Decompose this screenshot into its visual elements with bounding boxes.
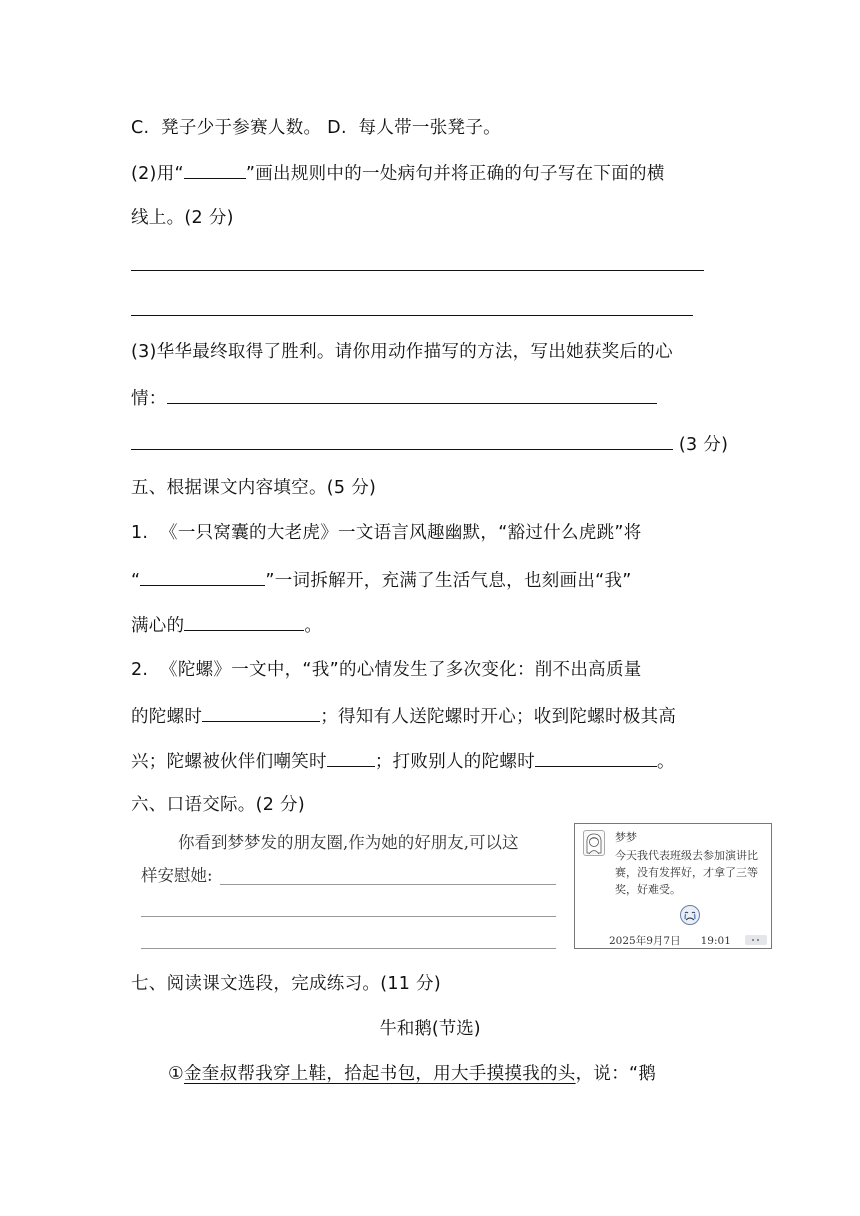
fill-q1-line2: “ ”一词拆解开，充满了生活气息，也刻画出“我”: [131, 567, 632, 593]
option-c-d: C. 凳子少于参赛人数。 D. 每人带一张凳子。: [131, 118, 501, 138]
underlined-sentence: 金奎叔帮我穿上鞋，拾起书包，用大手摸摸我的头: [184, 1064, 576, 1084]
fill-q2-line2: 的陀螺时 ；得知有人送陀螺时开心；收到陀螺时极其高: [131, 703, 676, 729]
poster-name: 梦梦: [615, 831, 637, 844]
fill-blank[interactable]: [535, 748, 657, 767]
question-3-line2: 情：: [131, 385, 657, 411]
fill-q1-line1: 1. 《一只窝囊的大老虎》一文语言风趣幽默，“豁过什么虎跳”将: [131, 523, 642, 543]
crying-face-icon: [679, 904, 701, 926]
mark-symbol-blank: [184, 160, 246, 179]
passage-title: 牛和鹅(节选): [379, 1019, 481, 1039]
question-2-line2: 线上。(2 分): [131, 208, 234, 228]
avatar: [583, 830, 605, 856]
question-3-line1: (3)华华最终取得了胜利。请你用动作描写的方法，写出她获奖后的心: [131, 342, 673, 362]
post-text: 今天我代表班级去参加演讲比赛，没有发挥好，才拿了三等奖，好难受。: [615, 849, 758, 896]
moments-post-card: [574, 823, 772, 949]
answer-blank[interactable]: [167, 385, 657, 404]
fill-q1-line3: 满心的 。: [131, 612, 322, 638]
question-3-line3: (3 分): [131, 431, 728, 457]
post-timestamp: 2025年9月7日 19:01: [609, 935, 731, 947]
answer-line[interactable]: [131, 315, 693, 316]
passage-paragraph-1: ①金奎叔帮我穿上鞋，拾起书包，用大手摸摸我的头，说：“鹅: [168, 1064, 657, 1084]
question-2-line1: (2)用“ ”画出规则中的一处病句并将正确的句子写在下面的横: [131, 160, 665, 186]
fill-blank[interactable]: [327, 748, 375, 767]
answer-line[interactable]: [131, 270, 704, 271]
more-options-icon[interactable]: [745, 935, 767, 945]
answer-blank[interactable]: [131, 431, 673, 450]
oral-answer-line[interactable]: [141, 948, 556, 949]
fill-blank[interactable]: [140, 567, 265, 586]
oral-prompt-line1: 你看到梦梦发的朋友圈,作为她的好朋友,可以这: [178, 833, 519, 852]
section-5-heading: 五、根据课文内容填空。(5 分): [131, 478, 377, 498]
oral-prompt-line2: 样安慰她:: [141, 866, 213, 885]
fill-blank[interactable]: [184, 612, 304, 631]
oral-answer-line[interactable]: [141, 916, 556, 917]
fill-blank[interactable]: [202, 703, 320, 722]
section-6-heading: 六、口语交际。(2 分): [131, 795, 305, 815]
oral-answer-line[interactable]: [220, 884, 556, 885]
section-7-heading: 七、阅读课文选段，完成练习。(11 分): [131, 974, 441, 994]
fill-q2-line3: 兴；陀螺被伙伴们嘲笑时 ；打败别人的陀螺时 。: [131, 748, 675, 774]
fill-q2-line1: 2. 《陀螺》一文中，“我”的心情发生了多次变化：削不出高质量: [131, 660, 642, 680]
